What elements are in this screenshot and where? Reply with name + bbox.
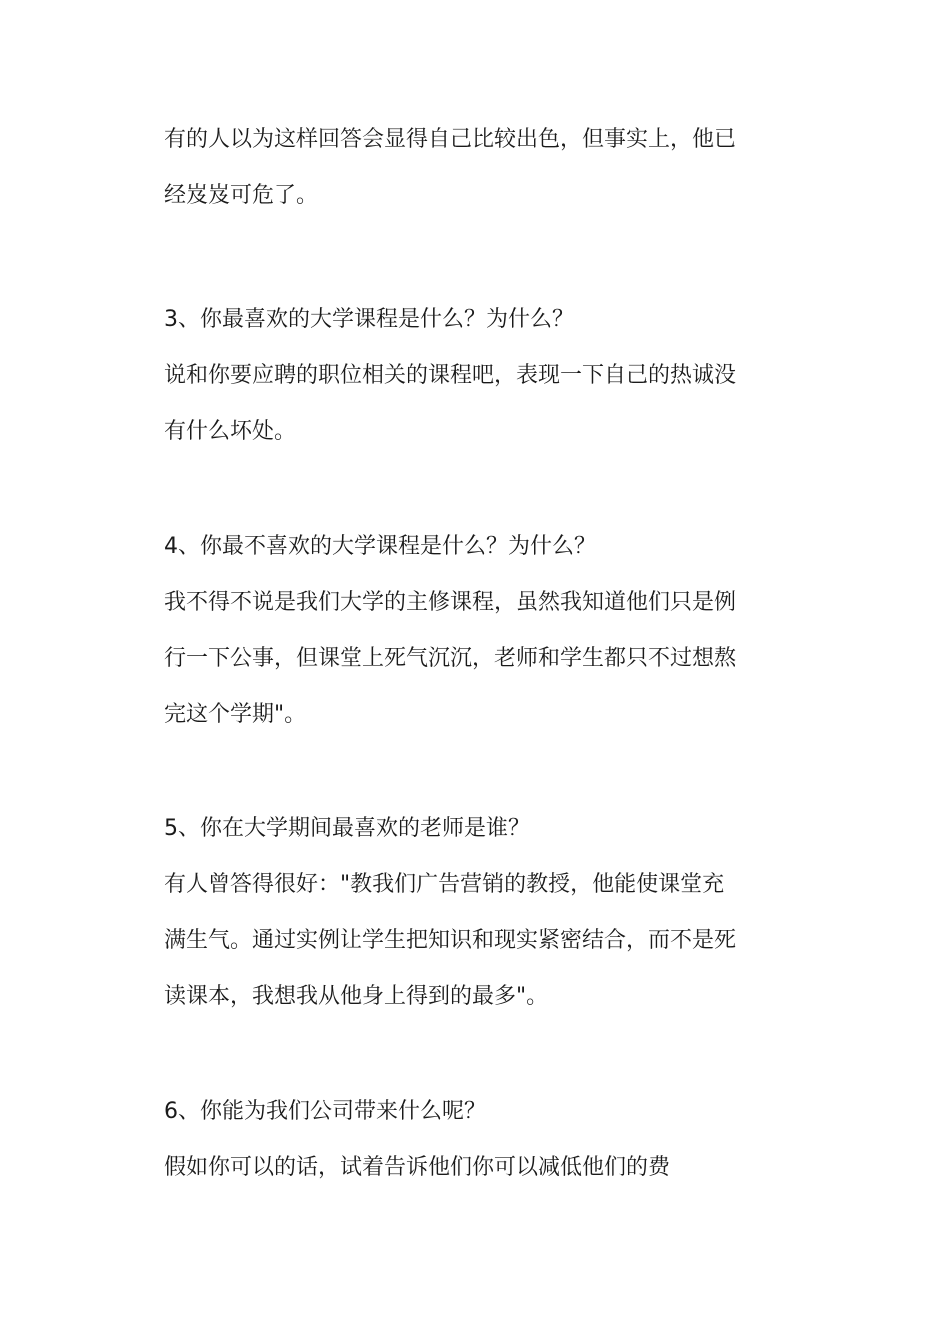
paragraph-line: 假如你可以的话，试着告诉他们你可以减低他们的费 (164, 1155, 671, 1180)
paragraph-line: 我不得不说是我们大学的主修课程，虽然我知道他们只是例 (164, 590, 737, 615)
paragraph-line: 完这个学期"。 (164, 702, 307, 727)
paragraph-line: 有人曾答得很好："教我们广告营销的教授，他能使课堂充 (164, 872, 725, 897)
paragraph-line: 满生气。通过实例让学生把知识和现实紧密结合，而不是死 (164, 928, 737, 953)
section-3 (164, 292, 794, 460)
section-5 (164, 801, 794, 1025)
question-heading: 4、你最不喜欢的大学课程是什么？为什么？ (164, 534, 596, 559)
paragraph-line: 经岌岌可危了。 (164, 183, 319, 208)
question-heading: 3、你最喜欢的大学课程是什么？为什么？ (164, 307, 574, 332)
question-heading: 6、你能为我们公司带来什么呢？ (164, 1099, 486, 1124)
section-6 (164, 1084, 794, 1196)
paragraph-line: 读课本，我想我从他身上得到的最多"。 (164, 984, 549, 1009)
paragraph-line: 有什么坏处。 (164, 419, 297, 444)
section-4 (164, 519, 794, 743)
paragraph-line: 有的人以为这样回答会显得自己比较出色，但事实上，他已 (164, 127, 737, 152)
paragraph-line: 说和你要应聘的职位相关的课程吧，表现一下自己的热诚没 (164, 363, 737, 388)
paragraph-line: 行一下公事，但课堂上死气沉沉，老师和学生都只不过想熬 (164, 646, 737, 671)
question-heading: 5、你在大学期间最喜欢的老师是谁？ (164, 816, 530, 841)
intro-paragraph (164, 112, 794, 224)
